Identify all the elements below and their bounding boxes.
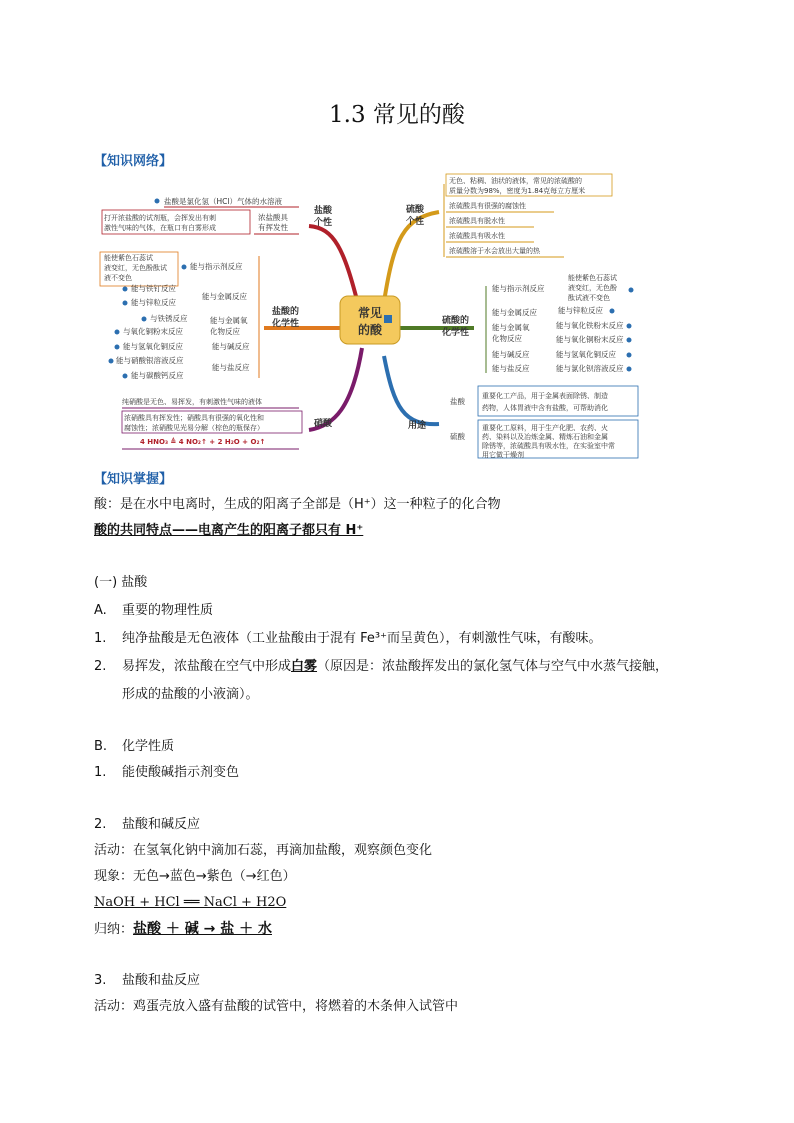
h2so4chem-branch-label-1: 硫酸的 [442, 316, 470, 326]
equation-1: NaOH + HCl ══ NaCl + H2O [94, 895, 287, 910]
svg-text:能与金属反应: 能与金属反应 [492, 308, 537, 317]
center-text-2: 的酸 [358, 323, 383, 337]
svg-text:药物，人体胃液中含有盐酸，可帮助消化: 药物，人体胃液中含有盐酸，可帮助消化 [482, 404, 608, 412]
hcl-item: 激性气味的气体，在瓶口有白雾形成 [104, 224, 216, 232]
chem-item-3: 3. 盐酸和盐反应 [94, 973, 201, 988]
svg-text:能与氧化铁粉末反应: 能与氧化铁粉末反应 [556, 321, 624, 330]
hcl-heading: (一) 盐酸 [94, 575, 148, 590]
acid-definition: 酸：是在水中电离时，生成的阳离子全部是（H⁺）这一种粒子的化合物 [94, 497, 501, 512]
svg-text:纯硝酸是无色、易挥发，有刺激性气味的液体: 纯硝酸是无色、易挥发，有刺激性气味的液体 [122, 398, 262, 406]
center-note-icon [384, 315, 392, 323]
svg-text:能使紫色石蕊试: 能使紫色石蕊试 [104, 254, 153, 262]
svg-text:除锈等，浓硫酸具有吸水性，在实验室中常: 除锈等，浓硫酸具有吸水性，在实验室中常 [482, 442, 615, 450]
hcl-item: 打开浓盐酸的试剂瓶，会挥发出有刺 [104, 214, 216, 222]
svg-text:能与锌粒反应: 能与锌粒反应 [558, 306, 603, 315]
svg-text:能与金属氧: 能与金属氧 [492, 323, 530, 332]
svg-text:能与碳酸钙反应: 能与碳酸钙反应 [131, 371, 184, 380]
section-knowledge-mastery: 【知识掌握】 [94, 472, 173, 487]
svg-text:与铁锈反应: 与铁锈反应 [150, 314, 188, 323]
svg-text:浓硫酸溶于水会放出大量的热: 浓硫酸溶于水会放出大量的热 [449, 247, 540, 255]
svg-text:能与锌粒反应: 能与锌粒反应 [131, 298, 176, 307]
svg-text:重要化工产品，用于金属表面除锈、制造: 重要化工产品，用于金属表面除锈、制造 [482, 392, 608, 400]
chem-item-2: 2. 盐酸和碱反应 [94, 817, 201, 832]
svg-text:能与硝酸银溶液反应: 能与硝酸银溶液反应 [116, 356, 184, 365]
center-text-1: 常见 [358, 306, 383, 320]
chem-item-1: 1. 能使酸碱指示剂变色 [94, 765, 240, 780]
svg-text:能与盐反应: 能与盐反应 [212, 363, 250, 372]
acid-common-feature: 酸的共同特点——电离产生的阳离子都只有 H⁺ [94, 523, 364, 538]
hno3-branch-line [309, 348, 362, 430]
svg-text:重要化工原料，用于生产化肥、农药、火: 重要化工原料，用于生产化肥、农药、火 [482, 424, 608, 432]
svg-text:浓硝酸具有挥发性；硝酸具有很强的氧化性和: 浓硝酸具有挥发性；硝酸具有很强的氧化性和 [124, 414, 264, 422]
svg-text:与氧化铜粉末反应: 与氧化铜粉末反应 [123, 327, 183, 336]
activity-2: 活动：鸡蛋壳放入盛有盐酸的试管中，将燃着的木条伸入试管中 [94, 999, 459, 1014]
svg-text:酞试液不变色: 酞试液不变色 [568, 294, 610, 302]
svg-text:能与氧化铜粉末反应: 能与氧化铜粉末反应 [556, 335, 624, 344]
svg-text:用它做干燥剂: 用它做干燥剂 [482, 451, 524, 459]
hclchem-branch-label-2: 化学性 [272, 319, 300, 329]
section-a: A. 重要的物理性质 [94, 603, 214, 618]
svg-text:浓硫酸具有吸水性: 浓硫酸具有吸水性 [449, 232, 505, 240]
section-b: B. 化学性质 [94, 739, 175, 754]
svg-text:液变红，无色酚酞试: 液变红，无色酚酞试 [104, 264, 167, 272]
svg-text:浓硫酸具有很强的腐蚀性: 浓硫酸具有很强的腐蚀性 [449, 202, 526, 210]
svg-text:能与碱反应: 能与碱反应 [492, 350, 530, 359]
summary: 归纳：盐酸 ＋ 碱 → 盐 ＋ 水 [94, 921, 272, 937]
use-branch-line [384, 356, 439, 424]
svg-text:能与铁钉反应: 能与铁钉反应 [131, 284, 176, 293]
h2so4-branch-label-2: 个性 [406, 217, 425, 227]
h2so4chem-branch-label-2: 化学性 [442, 328, 470, 338]
svg-text:能与氢氧化铜反应: 能与氢氧化铜反应 [556, 350, 616, 359]
hno3-branch-label: 硝酸 [314, 419, 333, 429]
svg-text:能与盐反应: 能与盐反应 [492, 364, 530, 373]
svg-text:能与指示剂反应: 能与指示剂反应 [190, 262, 243, 271]
mind-map [94, 168, 650, 460]
svg-text:能与氢氧化铜反应: 能与氢氧化铜反应 [123, 342, 183, 351]
physical-item-1: 1. 纯净盐酸是无色液体（工业盐酸由于混有 Fe³⁺而呈黄色），有刺激性气味，有酸味。 [94, 631, 602, 646]
svg-text:硫酸: 硫酸 [450, 432, 465, 441]
svg-text:质量分数为98%，密度为1.84克每立方厘米: 质量分数为98%，密度为1.84克每立方厘米 [449, 187, 586, 195]
page-title: 1.3 常见的酸 [329, 102, 465, 128]
svg-text:能与金属氧: 能与金属氧 [210, 316, 248, 325]
physical-item-2: 2. 易挥发，浓盐酸在空气中形成白雾（原因是：浓盐酸挥发出的氯化氢气体与空气中水蒸气接触， [94, 659, 669, 674]
section-knowledge-network: 【知识网络】 [94, 154, 173, 169]
hcl-item: 浓盐酸具 [258, 213, 288, 222]
hcl-item: 有挥发性 [258, 223, 288, 232]
svg-text:4 HNO₃ ≜ 4 NO₂↑ + 2 H₂O + O₂↑: 4 HNO₃ ≜ 4 NO₂↑ + 2 H₂O + O₂↑ [140, 438, 266, 446]
svg-text:化物反应: 化物反应 [492, 334, 522, 343]
svg-text:液变红，无色酚: 液变红，无色酚 [568, 284, 617, 292]
hcl-branch-label-1: 盐酸 [314, 206, 333, 216]
h2so4-branch-label-1: 硫酸 [406, 205, 425, 215]
physical-item-2-cont: 形成的盐酸的小液滴）。 [122, 687, 259, 702]
hclchem-branch-label-1: 盐酸的 [272, 307, 300, 317]
hcl-item: 盐酸是氯化氢（HCl）气体的水溶液 [164, 197, 282, 206]
use-branch-label: 用途 [408, 421, 427, 431]
svg-text:化物反应: 化物反应 [210, 327, 240, 336]
hcl-branch-label-2: 个性 [314, 218, 333, 228]
svg-text:能与碱反应: 能与碱反应 [212, 342, 250, 351]
svg-text:浓硫酸具有脱水性: 浓硫酸具有脱水性 [449, 217, 505, 225]
svg-text:盐酸: 盐酸 [450, 397, 465, 406]
svg-text:能与金属反应: 能与金属反应 [202, 292, 247, 301]
svg-text:药、染料以及冶炼金属、精炼石油和金属: 药、染料以及冶炼金属、精炼石油和金属 [482, 433, 608, 441]
svg-text:能与指示剂反应: 能与指示剂反应 [492, 284, 545, 293]
svg-text:能使紫色石蕊试: 能使紫色石蕊试 [568, 274, 617, 282]
svg-text:无色、粘稠、油状的液体，常见的浓硫酸的: 无色、粘稠、油状的液体，常见的浓硫酸的 [449, 177, 582, 185]
activity-1: 活动：在氢氧化钠中滴加石蕊，再滴加盐酸，观察颜色变化 [94, 843, 433, 858]
svg-text:能与氯化钡溶液反应: 能与氯化钡溶液反应 [556, 364, 624, 373]
svg-text:液不变色: 液不变色 [104, 274, 132, 282]
observation-1: 现象：无色→蓝色→紫色（→红色） [94, 869, 296, 884]
svg-text:腐蚀性；浓硝酸见光易分解（棕色的瓶保存）: 腐蚀性；浓硝酸见光易分解（棕色的瓶保存） [124, 424, 264, 432]
